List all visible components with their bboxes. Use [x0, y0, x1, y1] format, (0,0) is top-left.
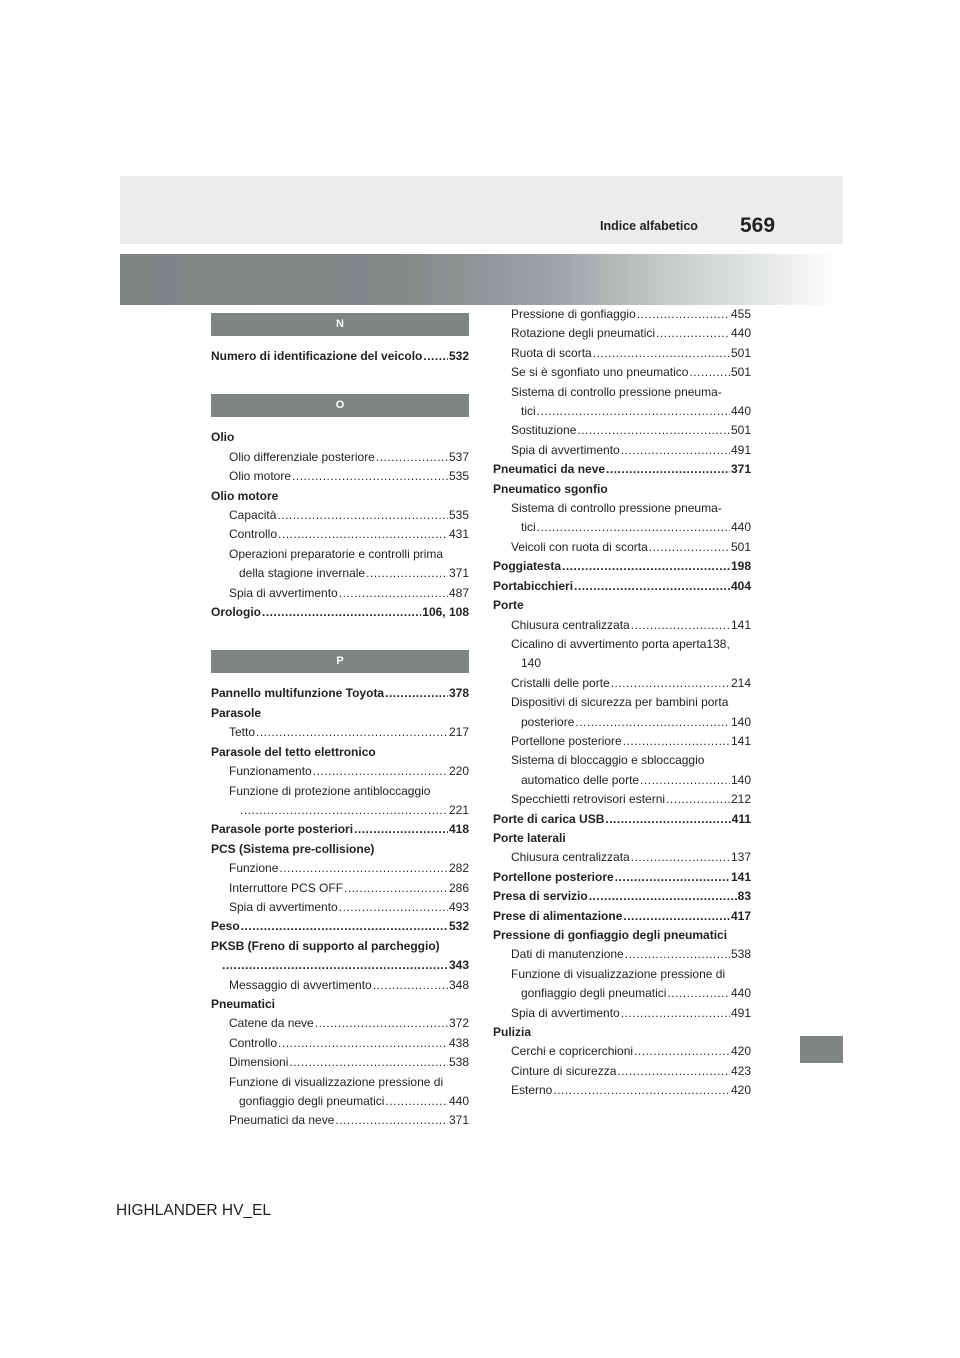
- index-column-right: [493, 305, 751, 1101]
- index-column-left: [211, 313, 469, 1131]
- footer-model-code: HIGHLANDER HV_EL: [116, 1202, 272, 1219]
- index-entry: Porte di carica USB ..... 411: [493, 810, 751, 829]
- index-subentry: Funzione ..... 282: [211, 859, 469, 878]
- index-subentry-continued: tici ..... 440: [493, 518, 751, 537]
- header-bar: [120, 176, 843, 244]
- section-title: Indice alfabetico: [600, 219, 698, 233]
- index-entry: Parasole: [211, 705, 262, 720]
- index-entry: Olio: [211, 430, 235, 445]
- page-number: 569: [740, 214, 776, 237]
- index-entry: Portabicchieri ..... 404: [493, 577, 751, 596]
- index-subentry: Sostituzione ..... 501: [493, 421, 751, 440]
- index-subentry-continued: 140: [521, 656, 542, 671]
- header-gradient-band: [120, 254, 843, 305]
- index-subentry: Spia di avvertimento ..... 491: [493, 1004, 751, 1023]
- index-subentry: Cerchi e copricerchioni ..... 420: [493, 1042, 751, 1061]
- index-subentry: Catene da neve ..... 372: [211, 1014, 469, 1033]
- index-subentry-continued: posteriore ..... 140: [493, 713, 751, 732]
- index-subentry: Capacità ..... 535: [211, 506, 469, 525]
- letter-header-o: O: [211, 394, 469, 417]
- index-subentry: Controllo ..... 438: [211, 1034, 469, 1053]
- letter-header-n: N: [211, 313, 469, 336]
- index-entry: Orologio ..... 106, 108: [211, 603, 469, 622]
- index-subentry: Cicalino di avvertimento porta aperta138,: [511, 636, 730, 651]
- index-subentry: Operazioni preparatorie e controlli prima: [229, 546, 444, 561]
- index-subentry: Portellone posteriore ..... 141: [493, 732, 751, 751]
- index-entry: Porte laterali: [493, 830, 566, 845]
- index-entry: Pneumatici da neve ..... 371: [493, 460, 751, 479]
- index-subentry: Cinture di sicurezza ..... 423: [493, 1062, 751, 1081]
- index-entry: Portellone posteriore ..... 141: [493, 868, 751, 887]
- index-subentry: Olio differenziale posteriore ..... 537: [211, 448, 469, 467]
- index-entry: Parasole porte posteriori ..... 418: [211, 820, 469, 839]
- index-entry: Poggiatesta ..... 198: [493, 557, 751, 576]
- index-subentry: Messaggio di avvertimento ..... 348: [211, 976, 469, 995]
- index-subentry: Veicoli con ruota di scorta ..... 501: [493, 538, 751, 557]
- index-subentry: Rotazione degli pneumatici ..... 440: [493, 324, 751, 343]
- index-subentry: Chiusura centralizzata ..... 141: [493, 616, 751, 635]
- index-subentry: Dati di manutenzione ..... 538: [493, 945, 751, 964]
- index-subentry: Cristalli delle porte ..... 214: [493, 674, 751, 693]
- index-subentry: Sistema di controllo pressione pneuma-: [511, 501, 722, 516]
- index-subentry: Tetto ..... 217: [211, 723, 469, 742]
- index-subentry-continued: gonfiaggio degli pneumatici ..... 440: [211, 1092, 469, 1111]
- index-subentry-continued: automatico delle porte ..... 140: [493, 771, 751, 790]
- index-subentry: Funzionamento ..... 220: [211, 762, 469, 781]
- index-subentry: Funzione di visualizzazione pressione di: [229, 1074, 444, 1089]
- index-entry: Parasole del tetto elettronico: [211, 744, 376, 759]
- index-subentry: Dispositivi di sicurezza per bambini porta: [511, 695, 729, 710]
- index-entry: PCS (Sistema pre-collisione): [211, 841, 375, 856]
- index-subentry: Se si è sgonfiato uno pneumatico ..... 501: [493, 363, 751, 382]
- index-subentry: Chiusura centralizzata ..... 137: [493, 848, 751, 867]
- index-subentry-continued: ..... 221: [211, 801, 469, 820]
- index-subentry: Sistema di controllo pressione pneuma-: [511, 384, 722, 399]
- index-subentry: Funzione di protezione antibloccaggio: [229, 783, 431, 798]
- index-entry-continued: ..... 343: [211, 956, 469, 975]
- index-entry: Pneumatici: [211, 996, 276, 1011]
- index-subentry: Pneumatici da neve ..... 371: [211, 1111, 469, 1130]
- index-entry: Pannello multifunzione Toyota ..... 378: [211, 684, 469, 703]
- index-subentry-continued: tici ..... 440: [493, 402, 751, 421]
- index-entry: Porte: [493, 598, 524, 613]
- index-entry: Prese di alimentazione ..... 417: [493, 907, 751, 926]
- index-entry: Numero di identificazione del veicolo ..... 532: [211, 347, 469, 366]
- index-subentry: Specchietti retrovisori esterni ..... 212: [493, 790, 751, 809]
- index-subentry: Pressione di gonfiaggio ..... 455: [493, 305, 751, 324]
- index-subentry: Interruttore PCS OFF ..... 286: [211, 879, 469, 898]
- index-subentry: Controllo ..... 431: [211, 525, 469, 544]
- index-subentry: Dimensioni ..... 538: [211, 1053, 469, 1072]
- index-subentry: Ruota di scorta ..... 501: [493, 344, 751, 363]
- index-entry: Pulizia: [493, 1025, 532, 1040]
- index-subentry: Sistema di bloccaggio e sbloccaggio: [511, 753, 705, 768]
- index-subentry: Spia di avvertimento ..... 491: [493, 441, 751, 460]
- index-subentry: Spia di avvertimento ..... 487: [211, 584, 469, 603]
- index-entry: Olio motore: [211, 488, 279, 503]
- index-entry: Pneumatico sgonfio: [493, 481, 608, 496]
- index-entry: Pressione di gonfiaggio degli pneumatici: [493, 928, 728, 942]
- index-subentry: Funzione di visualizzazione pressione di: [511, 966, 726, 981]
- index-subentry-continued: gonfiaggio degli pneumatici ..... 440: [493, 984, 751, 1003]
- index-subentry: Spia di avvertimento ..... 493: [211, 898, 469, 917]
- section-thumb-tab: [800, 1036, 843, 1063]
- index-entry: Peso ..... 532: [211, 917, 469, 936]
- index-entry: PKSB (Freno di supporto al parcheggio): [211, 938, 440, 953]
- index-entry: Presa di servizio ..... 83: [493, 887, 751, 906]
- index-subentry-continued: della stagione invernale ..... 371: [211, 564, 469, 583]
- index-subentry: Esterno ..... 420: [493, 1081, 751, 1100]
- letter-header-p: P: [211, 650, 469, 673]
- index-subentry: Olio motore ..... 535: [211, 467, 469, 486]
